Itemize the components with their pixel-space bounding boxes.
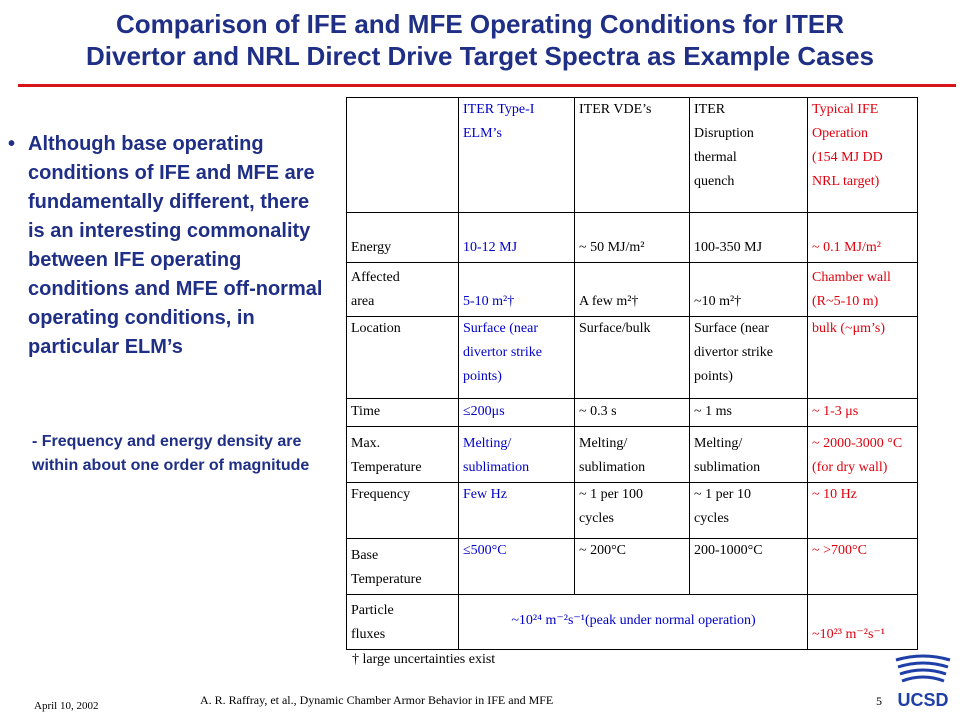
cell-iter-vde [575, 263, 690, 317]
cell-line: points) [694, 369, 733, 384]
cell-line: Surface (near [694, 321, 770, 336]
cell-line: ~10²³ m⁻²s⁻¹ [812, 627, 885, 642]
cell-line: ~ 1 ms [694, 404, 732, 419]
cell-line: Base [351, 548, 379, 563]
cell-line: points) [463, 369, 502, 384]
title-line-2: Divertor and NRL Direct Drive Target Spectra as Example Cases [85, 41, 875, 71]
cell-line: A few m²† [579, 294, 639, 309]
cell-line: fluxes [351, 627, 386, 642]
row-label [347, 213, 459, 263]
table-row-fluxes [347, 595, 918, 650]
cell-iter-vde [575, 427, 690, 483]
cell-iter-vde [575, 213, 690, 263]
cell-line: ~ 1-3 μs [812, 404, 859, 419]
cell-iter-disruption [690, 399, 808, 427]
logo-text: UCSD [897, 690, 949, 710]
cell-line: sublimation [694, 460, 761, 475]
cell-line: ~10 m²† [694, 294, 742, 309]
cell-line: ITER [694, 102, 726, 117]
cell-iter-elm [459, 427, 575, 483]
table-row-area [347, 263, 918, 317]
cell-iter-elm [459, 317, 575, 399]
cell-line: Surface (near [463, 321, 539, 336]
row-label [347, 263, 459, 317]
cell-iter-vde [575, 317, 690, 399]
cell-line: cycles [579, 511, 614, 526]
table-row-temperature [347, 427, 918, 483]
cell-line: Melting/ [579, 436, 628, 451]
cell-line: NRL target) [812, 174, 880, 189]
cell-line: ~ 50 MJ/m² [579, 240, 645, 255]
cell-line: Surface/bulk [579, 321, 651, 336]
cell-line: ≤500°C [463, 543, 507, 558]
cell-line: ~ 10 Hz [812, 487, 857, 502]
row-label [347, 483, 459, 539]
cell-iter-disruption [690, 427, 808, 483]
cell-line: Typical IFE [812, 102, 879, 117]
cell-iter-disruption [690, 539, 808, 595]
cell-line: Melting/ [694, 436, 743, 451]
cell-line: cycles [694, 511, 729, 526]
cell-line: (for dry wall) [812, 460, 888, 475]
cell-line: ~ 200°C [579, 543, 627, 558]
cell-line: ≤200μs [463, 404, 505, 419]
table-row-time [347, 399, 918, 427]
cell-iter-elm [459, 213, 575, 263]
bullet-text: Although base operating conditions of IFE and MFE are fundamentally different, there is an interesting commonality between IFE operating conditions and MFE off-normal operating conditions, in particular ELM’s [28, 133, 323, 358]
cell-line: ITER VDE’s [579, 102, 652, 117]
cell-line: ~ 2000-3000 °C [812, 436, 903, 451]
cell-line: sublimation [463, 460, 530, 475]
cell-line: Few Hz [463, 487, 507, 502]
table-row-frequency [347, 483, 918, 539]
cell-line: Time [351, 404, 381, 419]
header-iter-elm [459, 98, 575, 213]
cell-iter-disruption [690, 317, 808, 399]
cell-line: 200-1000°C [694, 543, 763, 558]
cell-iter-elm [459, 539, 575, 595]
cell-ife [808, 539, 918, 595]
header-empty-cell [347, 98, 459, 213]
cell-iter-elm [459, 483, 575, 539]
cell-line: divertor strike [694, 345, 773, 360]
cell-line: ~ 1 per 100 [579, 487, 643, 502]
main-bullet [8, 130, 328, 362]
row-label [347, 427, 459, 483]
cell-iter-elm [459, 263, 575, 317]
bullet-icon: • [8, 133, 16, 155]
cell-iter-disruption [690, 263, 808, 317]
cell-line: quench [694, 174, 735, 189]
cell-line: Location [351, 321, 401, 336]
cell-line: Affected [351, 270, 400, 285]
cell-line: Max. [351, 436, 381, 451]
cell-line: sublimation [579, 460, 646, 475]
slide-credit: A. R. Raffray, et al., Dynamic Chamber Armor Behavior in IFE and MFE [200, 693, 554, 707]
cell-line: (154 MJ DD [812, 150, 883, 165]
table-row-base-temperature [347, 539, 918, 595]
slide-date: April 10, 2002 [34, 700, 99, 712]
page-number: 5 [876, 694, 882, 708]
cell-line: Disruption [694, 126, 754, 141]
cell-ife [808, 317, 918, 399]
cell-line: Frequency [351, 487, 411, 502]
row-label [347, 539, 459, 595]
cell-line: Chamber wall [812, 270, 891, 285]
cell-line: Operation [812, 126, 868, 141]
sub-bullet-text: - Frequency and energy density are within about one order of magnitude [32, 433, 310, 474]
slide-title [0, 8, 960, 72]
cell-iter-disruption [690, 483, 808, 539]
cell-line: ~ 0.1 MJ/m² [812, 240, 881, 255]
ucsd-logo [888, 650, 958, 714]
row-label [347, 595, 459, 650]
cell-line: Melting/ [463, 436, 512, 451]
cell-ife [808, 213, 918, 263]
table-footnote: † large uncertainties exist [352, 652, 496, 667]
cell-iter-vde [575, 483, 690, 539]
table-row-location [347, 317, 918, 399]
cell-ife [808, 263, 918, 317]
comparison-table [346, 97, 918, 650]
title-divider [18, 84, 956, 87]
cell-iter-elm [459, 399, 575, 427]
cell-line: Temperature [351, 460, 422, 475]
cell-iter-vde [575, 539, 690, 595]
cell-iter-disruption [690, 213, 808, 263]
table-row-energy [347, 213, 918, 263]
cell-line: ITER Type-I [463, 102, 535, 117]
cell-ife [808, 595, 918, 650]
table-header-row [347, 98, 918, 213]
row-label [347, 317, 459, 399]
cell-ife [808, 399, 918, 427]
cell-line: thermal [694, 150, 737, 165]
header-ife-operation [808, 98, 918, 213]
cell-line: bulk (~μm’s) [812, 321, 886, 336]
cell-ife [808, 427, 918, 483]
cell-ife [808, 483, 918, 539]
cell-line: ~ 1 per 10 [694, 487, 751, 502]
cell-line: ELM’s [463, 126, 502, 141]
cell-line: Particle [351, 603, 394, 618]
cell-mfe-merged: ~10²⁴ m⁻²s⁻¹(peak under normal operation) [459, 595, 808, 650]
title-line-1: Comparison of IFE and MFE Operating Conditions for ITER [116, 9, 844, 39]
cell-line: area [351, 294, 375, 309]
cell-line: Temperature [351, 572, 422, 587]
cell-line: 100-350 MJ [694, 240, 763, 255]
header-iter-disruption [690, 98, 808, 213]
cell-line: Energy [351, 240, 392, 255]
cell-line: 10-12 MJ [463, 240, 518, 255]
cell-line: ~ 0.3 s [579, 404, 617, 419]
header-iter-vde [575, 98, 690, 213]
row-label [347, 399, 459, 427]
cell-line: (R~5-10 m) [812, 294, 879, 309]
cell-iter-vde [575, 399, 690, 427]
cell-line: divertor strike [463, 345, 542, 360]
cell-line: 5-10 m²† [463, 294, 515, 309]
cell-line: ~ >700°C [812, 543, 867, 558]
